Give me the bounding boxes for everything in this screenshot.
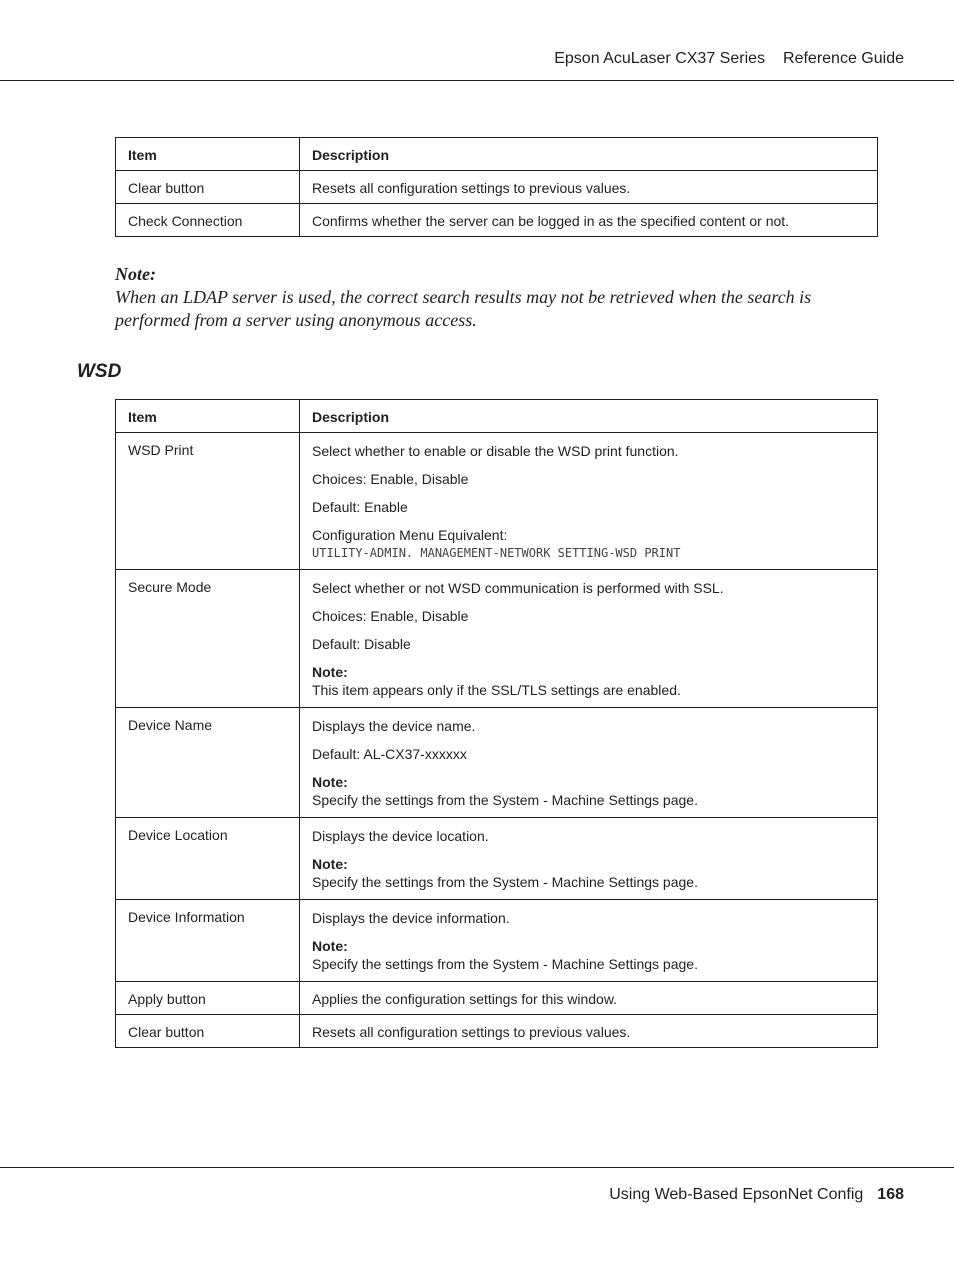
item-cell: Device Location [116,818,300,900]
description-cell [300,708,878,818]
description-cell: Resets all configuration settings to previous values. [300,171,878,204]
default-text: Default: Enable [312,499,408,515]
cell-note [312,937,865,974]
column-header-description: Description [300,400,878,433]
product-name: Epson AcuLaser CX37 Series [554,50,766,67]
menu-equivalent [312,526,865,562]
table-row [116,204,878,237]
page-footer [609,1186,904,1204]
description-text: Select whether to enable or disable the WSD print function. [312,443,679,459]
item-cell: Device Name [116,708,300,818]
item-cell: Check Connection [116,204,300,237]
cell-note [312,855,865,892]
default-text: Default: Disable [312,636,411,652]
item-cell: Device Information [116,900,300,982]
cell-note [312,773,865,810]
footer-section: Using Web-Based EpsonNet Config [609,1186,864,1203]
description-cell [300,900,878,982]
description-cell [300,570,878,708]
cell-note-text: This item appears only if the SSL/TLS settings are enabled. [312,682,681,698]
description-cell: Confirms whether the server can be logged in as the specified content or not. [300,204,878,237]
choices-text: Choices: Enable, Disable [312,608,469,624]
cell-note-title: Note: [312,664,348,680]
page-number: 168 [877,1186,904,1203]
wsd-settings-table [115,399,878,1048]
column-header-item: Item [116,400,300,433]
default-text: Default: AL-CX37-xxxxxx [312,746,467,762]
table-row [116,982,878,1015]
column-header-description: Description [300,138,878,171]
table-row [116,570,878,708]
item-cell: Clear button [116,1015,300,1048]
description-cell: Applies the configuration settings for this window. [300,982,878,1015]
description-cell: Resets all configuration settings to previous values. [300,1015,878,1048]
description-cell [300,433,878,570]
item-cell: Clear button [116,171,300,204]
table-row [116,900,878,982]
table-header-row [116,138,878,171]
table-row [116,708,878,818]
description-text: Select whether or not WSD communication is performed with SSL. [312,580,724,596]
menu-path: UTILITY-ADMIN. MANAGEMENT-NETWORK SETTING-WSD PRINT [312,546,681,560]
note-text: When an LDAP server is used, the correct search results may not be retrieved when the search is performed from a server using anonymous access. [115,287,812,330]
table-row [116,818,878,900]
cell-note-text: Specify the settings from the System - Machine Settings page. [312,956,698,972]
description-text: Displays the device information. [312,910,510,926]
page-header [554,50,904,68]
description-text: Displays the device location. [312,828,489,844]
item-cell: Apply button [116,982,300,1015]
footer-rule [0,1167,954,1168]
header-rule [0,80,954,81]
column-header-item: Item [116,138,300,171]
cell-note-title: Note: [312,938,348,954]
cell-note [312,663,865,700]
section-title: WSD [77,361,122,382]
cell-note-text: Specify the settings from the System - Machine Settings page. [312,792,698,808]
description-text: Displays the device name. [312,718,476,734]
note-title: Note: [115,264,156,284]
choices-text: Choices: Enable, Disable [312,471,469,487]
table-row [116,171,878,204]
menu-equivalent-label: Configuration Menu Equivalent: [312,527,508,543]
cell-note-text: Specify the settings from the System - Machine Settings page. [312,874,698,890]
ldap-note [115,263,875,332]
cell-note-title: Note: [312,774,348,790]
description-cell [300,818,878,900]
table-row [116,1015,878,1048]
ldap-settings-table [115,137,878,237]
guide-title: Reference Guide [783,50,904,67]
item-cell: Secure Mode [116,570,300,708]
item-cell: WSD Print [116,433,300,570]
table-header-row [116,400,878,433]
table-row [116,433,878,570]
cell-note-title: Note: [312,856,348,872]
